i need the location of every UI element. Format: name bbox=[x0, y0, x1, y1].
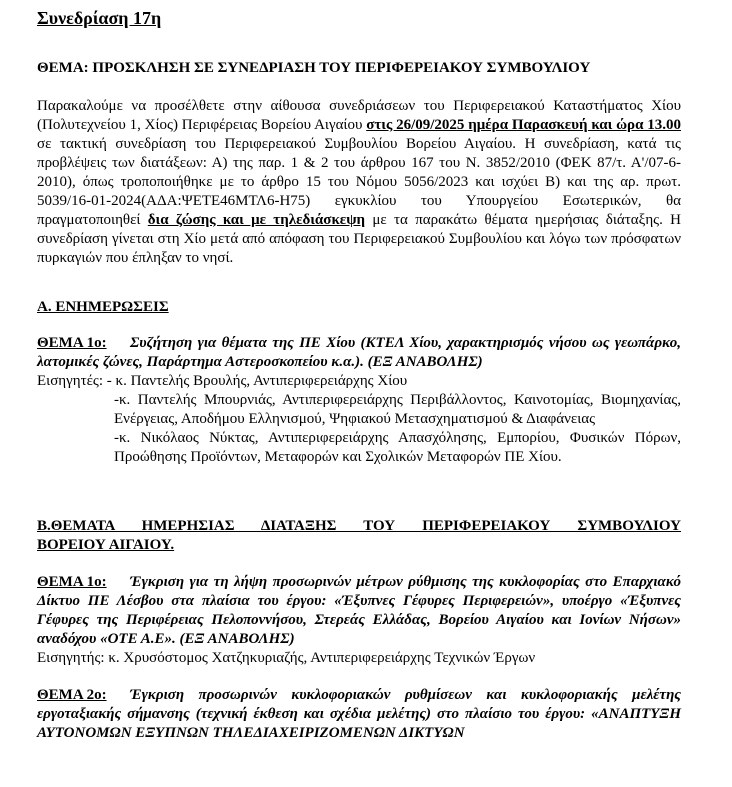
section-b-item-2 bbox=[37, 686, 681, 743]
item-heading bbox=[37, 686, 681, 743]
section-a-item-1 bbox=[37, 334, 681, 467]
item-title: Έγκριση προσωρινών κυκλοφοριακών ρυθμίσεων και κυκλοφοριακής μελέτης εργοταξιακής σήμανσης (τεχνική έκθεση και σχέδια μελέτης) στο πλαίσιο του έργου: «ΑΝΑΠΤΥΞΗ ΑΥΤΟΝΟΜΩΝ ΕΞΥΠΝΩΝ ΤΗΛΕΔΙΑΧΕΙΡΙΖΟΜΕΝΩΝ ΔΙΚΤΥΩΝ bbox=[37, 687, 681, 741]
section-b-title-line-1: Β.ΘΕΜΑΤΑ ΗΜΕΡΗΣΙΑΣ ΔΙΑΤΑΞΗΣ ΤΟΥ ΠΕΡΙΦΕΡΕΙΑΚΟΥ ΣΥΜΒΟΥΛΙΟΥ bbox=[37, 518, 681, 534]
item-heading bbox=[37, 573, 681, 649]
rapporteur-3: -κ. Νικόλαος Νύκτας, Αντιπεριφερειάρχης Απασχόλησης, Εμπορίου, Φυσικών Πόρων, Προώθησης Προϊόντων, Μεταφορών και Σχολικών Μεταφορών ΠΕ Χίου. bbox=[114, 430, 681, 465]
rapporteur-2: -κ. Παντελής Μπουρνιάς, Αντιπεριφερειάρχης Περιβάλλοντος, Καινοτομίας, Βιομηχανίας, Ενέργειας, Αποδήμου Ελληνισμού, Ψηφιακού Μετασχηματισμού & Διαφάνειας bbox=[114, 392, 681, 427]
rapporteur-line: Εισηγητής: κ. Χρυσόστομος Χατζηκυριαζής, Αντιπεριφερειάρχης Τεχνικών Έργων bbox=[37, 650, 536, 666]
section-b-item-1 bbox=[37, 573, 681, 668]
intro-text-2: σε τακτική συνεδρίαση του Περιφερειακού Συμβουλίου Βορείου Αιγαίου. Η συνεδρίαση, κατά τις προβλέψεις των διατάξεων: Α) της παρ. 1 & 2 του άρθρου 167 του Ν. 3852/2010 (ΦΕΚ 87/τ. Α'/07-6-2010), όπως τροποποιήθηκε με το άρθρο 15 του Νόμου 5056/2023 και ισχύει Β) και της αρ. πρωτ. 5039/16-01-2024(ΑΔΑ:ΨΕΤΕ46ΜΤΛ6-Η75) εγκυκλίου του Υπουργείου Εσωτερικών, θα πραγματοποιηθεί bbox=[37, 136, 681, 228]
intro-paragraph bbox=[37, 97, 681, 268]
subject-heading: ΘΕΜΑ: ΠΡΟΣΚΛΗΣΗ ΣΕ ΣΥΝΕΔΡΙΑΣΗ ΤΟΥ ΠΕΡΙΦΕΡΕΙΑΚΟΥ ΣΥΜΒΟΥΛΙΟΥ bbox=[37, 60, 591, 76]
intro-text-1: Παρακαλούμε να προσέλθετε στην αίθουσα συνεδριάσεων του Περιφερειακού Καταστήματος Χίου (Πολυτεχνείου 1, Χίος) Περιφέρειας Βορείου Αιγαίου bbox=[37, 98, 681, 133]
rapporteur-1: - κ. Παντελής Βρουλής, Αντιπεριφερειάρχης Χίου bbox=[106, 373, 408, 389]
item-heading bbox=[37, 334, 681, 372]
meeting-date: στις 26/09/2025 ημέρα Παρασκευή και ώρα 13.00 bbox=[366, 117, 682, 133]
item-title: Συζήτηση για θέματα της ΠΕ Χίου (ΚΤΕΛ Χίου, χαρακτηρισμός νήσου ως γεωπάρκο, λατομικές ζώνες, Παράρτημα Αστεροσκοπείου κ.α.). (ΕΞ ΑΝΑΒΟΛΗΣ) bbox=[37, 335, 681, 370]
intro-text-3: με τα παρακάτω θέματα ημερήσιας διάταξης. Η συνεδρίαση γίνεται στη Χίο μετά από απόφαση του Περιφερειακού Συμβουλίου και λόγω των πρόσφατων πυρκαγιών που έπληξαν το νησί. bbox=[37, 212, 681, 266]
item-number: ΘΕΜΑ 1ο: bbox=[37, 574, 107, 590]
item-title: Έγκριση για τη λήψη προσωρινών μέτρων ρύθμισης της κυκλοφορίας στο Επαρχιακό Δίκτυο ΠΕ Λέσβου στα πλαίσια του έργου: «Έξυπνες Γέφυρες Περιφερειών», υποέργο «Έξυπνες Γέφυρες της Περιφέρειας Πελοποννήσου, Στερεάς Ελλάδας, Βορείου Αιγαίου και Ιονίων Νήσων» αναδόχου «ΟΤΕ Α.Ε». (ΕΞ ΑΝΑΒΟΛΗΣ) bbox=[37, 574, 681, 647]
meeting-mode: δια ζώσης και με τηλεδιάσκεψη bbox=[147, 212, 366, 228]
section-b-title-line-2: ΒΟΡΕΙΟΥ ΑΙΓΑΙΟΥ. bbox=[37, 537, 175, 553]
section-a-title: Α. ΕΝΗΜΕΡΩΣΕΙΣ bbox=[37, 299, 169, 315]
section-b-title bbox=[37, 517, 681, 555]
rapporteur-line bbox=[37, 372, 681, 391]
item-number: ΘΕΜΑ 2ο: bbox=[37, 687, 107, 703]
item-number: ΘΕΜΑ 1ο: bbox=[37, 335, 107, 351]
session-title: Συνεδρίαση 17η bbox=[37, 8, 162, 28]
rapporteur-label: Εισηγητές: bbox=[37, 373, 104, 389]
